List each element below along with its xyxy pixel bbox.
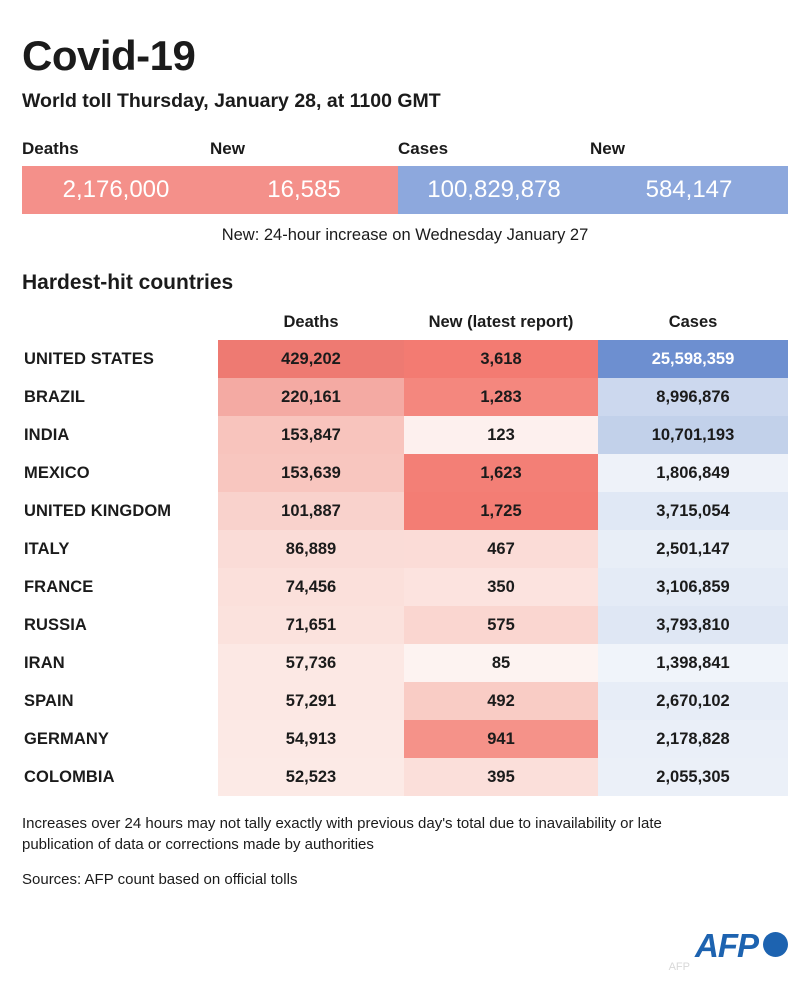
country-cases: 10,701,193 xyxy=(598,416,788,454)
country-name: INDIA xyxy=(24,425,70,444)
country-name: RUSSIA xyxy=(24,615,87,634)
table-row xyxy=(22,758,788,796)
country-name: GERMANY xyxy=(24,729,110,748)
country-name: ITALY xyxy=(24,539,70,558)
table-row xyxy=(22,340,788,378)
column-header-country xyxy=(22,313,218,340)
country-deaths: 220,161 xyxy=(218,378,404,416)
country-name: FRANCE xyxy=(24,577,94,596)
countries-table-header-row xyxy=(22,313,788,340)
column-header-new: New (latest report) xyxy=(428,313,574,332)
sources-line: Sources: AFP count based on official tolls xyxy=(22,870,298,888)
world-toll-headers xyxy=(22,139,788,159)
world-toll-header-cases: Cases xyxy=(398,139,449,159)
country-new: 395 xyxy=(404,758,598,796)
country-name: IRAN xyxy=(24,653,65,672)
infographic-root xyxy=(0,34,810,987)
country-new: 492 xyxy=(404,682,598,720)
table-row xyxy=(22,492,788,530)
country-deaths: 54,913 xyxy=(218,720,404,758)
world-toll-value-new-cases: 584,147 xyxy=(590,166,788,214)
countries-table xyxy=(22,313,788,796)
country-new: 1,283 xyxy=(404,378,598,416)
country-new: 123 xyxy=(404,416,598,454)
country-deaths: 429,202 xyxy=(218,340,404,378)
country-new: 941 xyxy=(404,720,598,758)
country-name: COLOMBIA xyxy=(24,767,115,786)
country-deaths: 101,887 xyxy=(218,492,404,530)
country-new: 350 xyxy=(404,568,598,606)
footnote: Increases over 24 hours may not tally exactly with previous day's total due to inavailability or late publication of data or corrections made by authorities xyxy=(22,815,662,853)
country-deaths: 153,847 xyxy=(218,416,404,454)
world-toll-values xyxy=(22,166,788,214)
country-cases: 3,106,859 xyxy=(598,568,788,606)
country-deaths: 57,736 xyxy=(218,644,404,682)
table-row xyxy=(22,644,788,682)
country-deaths: 71,651 xyxy=(218,606,404,644)
country-cases: 1,806,849 xyxy=(598,454,788,492)
table-row xyxy=(22,416,788,454)
page-subtitle: World toll Thursday, January 28, at 1100 GMT xyxy=(22,90,441,113)
afp-dot-icon xyxy=(763,932,788,957)
world-toll-header-new-deaths: New xyxy=(210,139,245,159)
section-title: Hardest-hit countries xyxy=(22,271,234,295)
country-new: 3,618 xyxy=(404,340,598,378)
world-toll-header-new-cases: New xyxy=(590,139,625,159)
country-cases: 2,055,305 xyxy=(598,758,788,796)
world-toll-value-cases: 100,829,878 xyxy=(398,166,590,214)
country-new: 467 xyxy=(404,530,598,568)
page-title: Covid-19 xyxy=(22,32,196,79)
table-row xyxy=(22,682,788,720)
country-deaths: 86,889 xyxy=(218,530,404,568)
table-row xyxy=(22,568,788,606)
afp-logo xyxy=(695,927,788,965)
table-row xyxy=(22,530,788,568)
world-toll-header-deaths: Deaths xyxy=(22,139,79,159)
world-toll-note: New: 24-hour increase on Wednesday January 27 xyxy=(221,226,589,245)
country-deaths: 74,456 xyxy=(218,568,404,606)
country-cases: 3,715,054 xyxy=(598,492,788,530)
country-deaths: 57,291 xyxy=(218,682,404,720)
column-header-cases: Cases xyxy=(668,313,718,332)
country-cases: 25,598,359 xyxy=(598,340,788,378)
table-row xyxy=(22,454,788,492)
country-cases: 2,501,147 xyxy=(598,530,788,568)
country-name: BRAZIL xyxy=(24,387,86,406)
country-name: SPAIN xyxy=(24,691,74,710)
country-new: 85 xyxy=(404,644,598,682)
country-name: UNITED KINGDOM xyxy=(24,501,172,520)
country-cases: 8,996,876 xyxy=(598,378,788,416)
table-row xyxy=(22,378,788,416)
country-cases: 2,178,828 xyxy=(598,720,788,758)
country-deaths: 52,523 xyxy=(218,758,404,796)
country-deaths: 153,639 xyxy=(218,454,404,492)
column-header-deaths: Deaths xyxy=(283,313,339,332)
country-new: 1,725 xyxy=(404,492,598,530)
country-cases: 1,398,841 xyxy=(598,644,788,682)
afp-watermark: AFP xyxy=(668,961,690,973)
country-new: 575 xyxy=(404,606,598,644)
afp-logo-text: AFP xyxy=(695,927,758,964)
world-toll-value-deaths: 2,176,000 xyxy=(22,166,210,214)
table-row xyxy=(22,606,788,644)
world-toll-summary xyxy=(22,139,788,245)
country-name: MEXICO xyxy=(24,463,90,482)
world-toll-value-new-deaths: 16,585 xyxy=(210,166,398,214)
country-new: 1,623 xyxy=(404,454,598,492)
country-cases: 2,670,102 xyxy=(598,682,788,720)
country-cases: 3,793,810 xyxy=(598,606,788,644)
table-row xyxy=(22,720,788,758)
country-name: UNITED STATES xyxy=(24,349,154,368)
